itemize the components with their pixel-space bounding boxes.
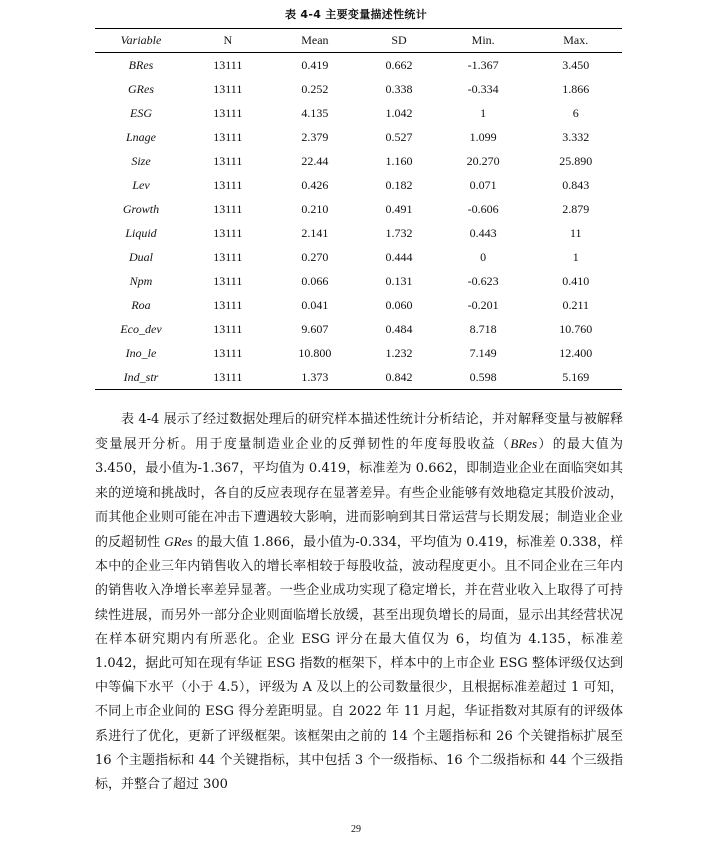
cell-sd: 1.232 bbox=[385, 345, 413, 360]
cell-n: 13111 bbox=[213, 201, 243, 216]
table-row bbox=[95, 53, 622, 78]
cell-max: 3.450 bbox=[562, 57, 590, 72]
cell-max: 1 bbox=[572, 249, 579, 264]
cell-max: 3.332 bbox=[562, 129, 590, 144]
cell-max: 12.400 bbox=[559, 345, 593, 360]
cell-sd: 0.662 bbox=[385, 57, 413, 72]
cell-min: 0.071 bbox=[469, 177, 497, 192]
cell-mean: 1.373 bbox=[269, 365, 362, 390]
table-row bbox=[95, 245, 622, 269]
table-row bbox=[95, 125, 622, 149]
cell-sd: 0.484 bbox=[385, 321, 413, 336]
cell-max: 0.843 bbox=[562, 177, 590, 192]
table-row bbox=[95, 77, 622, 101]
cell-max: 25.890 bbox=[559, 153, 593, 168]
cell-n: 13111 bbox=[213, 81, 243, 96]
cell-min: 0.598 bbox=[437, 365, 530, 390]
cell-mean: 2.379 bbox=[301, 129, 329, 144]
paragraph-text: 的最大值 1.866，最小值为-0.334，平均值为 0.419，标准差 0.338，样本中的企业三年内销售收入的增长率相较于每股收益，波动程度更小。且不同企业在三年内的销售收入净增长率差异显著。一些企业成功实现了稳定增长，并在营业收入上取得了可持续性进展，而另外一部分企业则面临增长放缓，甚至出现负增长的局面，显示出其经营状况在样本研究期内有所恶化。企业 ESG 评分在最大值仅为 6，均值为 4.135，标准差 1.042，据此可知在现有华证 ESG 指数的框架下，样本中的上市企业 ESG 整体评级仅达到中等偏下水平（小于 4.5），评级为 A 及以上的公司数量很少，且根据标准差超过 1 可知，不同上市企业间的 ESG 得分差距明显。自 2022 年 11 月起，华证指数对其原有的评级体系进行了优化，更新了评级框架。该框架由之前的 14 个主题指标和 26 个关键指标扩展至 16 个主题指标和 44 个关键指标，其中包括 3 个一级指标、16 个二级指标和 44 个三级指标，并整合了超过 300 bbox=[95, 535, 623, 793]
table-row bbox=[95, 365, 622, 390]
cell-sd: 0.842 bbox=[361, 365, 437, 390]
cell-mean: 2.141 bbox=[301, 225, 329, 240]
variable-term: BRes bbox=[510, 436, 538, 452]
table-row bbox=[95, 317, 622, 341]
cell-n: 13111 bbox=[187, 365, 269, 390]
table-row bbox=[95, 149, 622, 173]
cell-mean: 10.800 bbox=[298, 345, 332, 360]
cell-n: 13111 bbox=[213, 249, 243, 264]
table-row bbox=[95, 197, 622, 221]
cell-n: 13111 bbox=[213, 321, 243, 336]
cell-n: 13111 bbox=[213, 273, 243, 288]
table-row bbox=[95, 293, 622, 317]
cell-sd: 1.042 bbox=[385, 105, 413, 120]
header-n: N bbox=[187, 29, 269, 53]
cell-sd: 0.444 bbox=[385, 249, 413, 264]
table-row bbox=[95, 221, 622, 245]
cell-n: 13111 bbox=[213, 129, 243, 144]
descriptive-statistics-table bbox=[95, 28, 622, 390]
cell-sd: 0.527 bbox=[385, 129, 413, 144]
cell-min: 0 bbox=[480, 249, 487, 264]
cell-variable: GRes bbox=[128, 81, 154, 96]
cell-sd: 1.732 bbox=[385, 225, 413, 240]
cell-n: 13111 bbox=[213, 297, 243, 312]
cell-variable: Npm bbox=[129, 273, 153, 288]
cell-n: 13111 bbox=[213, 105, 243, 120]
table-header-row bbox=[95, 29, 622, 53]
header-min: Min. bbox=[437, 29, 530, 53]
cell-min: 8.718 bbox=[469, 321, 497, 336]
cell-min: -0.334 bbox=[467, 81, 499, 96]
cell-min: 0.443 bbox=[469, 225, 497, 240]
cell-variable: Roa bbox=[131, 297, 151, 312]
cell-variable: Ind_str bbox=[95, 365, 187, 390]
cell-min: -1.367 bbox=[467, 57, 499, 72]
cell-mean: 0.066 bbox=[301, 273, 329, 288]
page-number: 29 bbox=[351, 824, 361, 835]
cell-max: 1.866 bbox=[562, 81, 590, 96]
cell-mean: 0.041 bbox=[301, 297, 329, 312]
cell-variable: Lnage bbox=[126, 129, 156, 144]
table-row bbox=[95, 173, 622, 197]
cell-variable: Growth bbox=[122, 201, 160, 216]
cell-variable: BRes bbox=[128, 57, 154, 72]
cell-mean: 0.426 bbox=[301, 177, 329, 192]
cell-min: -0.606 bbox=[467, 201, 499, 216]
cell-min: 20.270 bbox=[466, 153, 500, 168]
cell-n: 13111 bbox=[213, 153, 243, 168]
cell-max: 11 bbox=[569, 225, 582, 240]
cell-max: 6 bbox=[572, 105, 579, 120]
cell-min: 1.099 bbox=[469, 129, 497, 144]
cell-min: -0.623 bbox=[467, 273, 499, 288]
table-body bbox=[95, 53, 622, 390]
cell-sd: 0.491 bbox=[385, 201, 413, 216]
header-sd: SD bbox=[361, 29, 437, 53]
cell-variable: ESG bbox=[130, 105, 152, 120]
table-row bbox=[95, 269, 622, 293]
cell-n: 13111 bbox=[213, 225, 243, 240]
cell-variable: Liquid bbox=[125, 225, 157, 240]
table-caption: 表 4-4 主要变量描述性统计 bbox=[284, 8, 428, 21]
cell-max: 10.760 bbox=[559, 321, 593, 336]
header-variable: Variable bbox=[95, 29, 187, 53]
cell-mean: 0.270 bbox=[301, 249, 329, 264]
cell-min: 7.149 bbox=[469, 345, 497, 360]
cell-mean: 0.210 bbox=[301, 201, 329, 216]
analysis-paragraph bbox=[95, 408, 623, 797]
cell-variable: Lev bbox=[132, 177, 150, 192]
cell-min: 1 bbox=[480, 105, 487, 120]
variable-term: GRes bbox=[164, 534, 193, 550]
cell-mean: 22.44 bbox=[301, 153, 329, 168]
cell-max: 0.410 bbox=[562, 273, 590, 288]
table-row bbox=[95, 101, 622, 125]
header-max: Max. bbox=[529, 29, 622, 53]
cell-sd: 1.160 bbox=[385, 153, 413, 168]
cell-sd: 0.060 bbox=[385, 297, 413, 312]
cell-min: -0.201 bbox=[467, 297, 499, 312]
table-row bbox=[95, 341, 622, 365]
header-mean: Mean bbox=[269, 29, 362, 53]
cell-variable: Ino_le bbox=[125, 345, 157, 360]
paragraph-text: ）的最大值为 3.450，最小值为-1.367，平均值为 0.419，标准差为 0.662，即制造业企业在面临突如其来的逆境和挑战时，各自的反应表现存在显著差异。有些企业能够有效地稳定其股价波动，而其他企业则可能在冲击下遭遇较大影响，进而影响到其日常运营与长期发展；制造业企业的反超韧性 bbox=[95, 437, 623, 551]
cell-variable: Eco_dev bbox=[120, 321, 162, 336]
cell-mean: 0.252 bbox=[301, 81, 329, 96]
cell-max: 5.169 bbox=[529, 365, 622, 390]
cell-sd: 0.182 bbox=[385, 177, 413, 192]
cell-n: 13111 bbox=[213, 57, 243, 72]
cell-n: 13111 bbox=[213, 177, 243, 192]
cell-max: 2.879 bbox=[562, 201, 590, 216]
cell-mean: 4.135 bbox=[301, 105, 329, 120]
cell-sd: 0.338 bbox=[385, 81, 413, 96]
cell-n: 13111 bbox=[213, 345, 243, 360]
cell-variable: Dual bbox=[129, 249, 153, 264]
cell-max: 0.211 bbox=[562, 297, 589, 312]
cell-mean: 9.607 bbox=[301, 321, 329, 336]
cell-mean: 0.419 bbox=[301, 57, 329, 72]
paragraph-text: 表 4-4 展示了经过数据处理后的研究样本描述性统计分析结论，并对解释变量与被解释变量展开分析。用于度量制造业企业的反弹韧性的年度每股收益（ bbox=[95, 412, 623, 453]
cell-variable: Size bbox=[131, 153, 151, 168]
cell-sd: 0.131 bbox=[385, 273, 413, 288]
